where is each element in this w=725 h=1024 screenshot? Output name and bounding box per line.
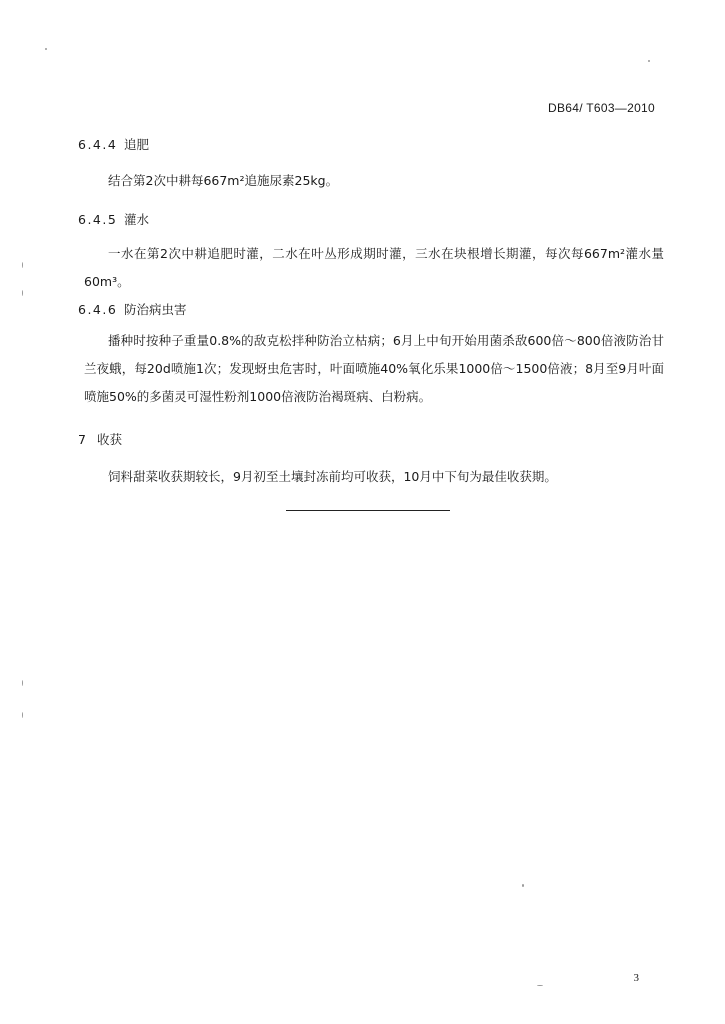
section-number: 6.4.6 <box>78 302 118 317</box>
section-heading-7 <box>78 430 122 448</box>
section-title: 收获 <box>97 432 123 447</box>
section-paragraph: 一水在第2次中耕追肥时灌，二水在叶丛形成期时灌，三水在块根增长期灌，每次每667m²灌水量60m³。 <box>84 246 664 289</box>
scan-speck <box>22 680 23 686</box>
section-number: 6.4.5 <box>78 212 118 227</box>
section-heading-6-4-6 <box>78 300 187 318</box>
section-heading-6-4-5 <box>78 210 149 228</box>
section-paragraph: 结合第2次中耕每667m²追施尿素25kg。 <box>108 173 339 188</box>
section-paragraph: 饲料甜菜收获期较长，9月初至土壤封冻前均可收获，10月中下旬为最佳收获期。 <box>108 469 557 484</box>
scan-speck <box>22 262 23 268</box>
section-title: 追肥 <box>124 137 150 152</box>
section-title: 防治病虫害 <box>124 302 187 317</box>
scan-speck <box>648 60 650 62</box>
scan-speck <box>22 290 23 296</box>
page-number: 3 <box>633 972 639 984</box>
scan-speck <box>522 884 524 887</box>
standard-code: DB64/ T603—2010 <box>547 101 655 115</box>
scan-speck <box>537 985 543 986</box>
section-heading-6-4-4 <box>78 135 149 153</box>
section-number: 7 <box>78 432 88 447</box>
scan-speck <box>22 712 23 718</box>
scan-speck <box>45 48 47 50</box>
section-number: 6.4.4 <box>78 137 118 152</box>
end-rule <box>286 510 450 511</box>
section-title: 灌水 <box>124 212 150 227</box>
section-paragraph: 播种时按种子重量0.8%的敌克松拌种防治立枯病；6月上中旬开始用菌杀敌600倍～800倍液防治甘兰夜蛾，每20d喷施1次；发现蚜虫危害时，叶面喷施40%氧化乐果1000倍～1500倍液；8月至9月叶面喷施50%的多菌灵可湿性粉剂1000倍液防治褐斑病、白粉病。 <box>84 333 664 404</box>
